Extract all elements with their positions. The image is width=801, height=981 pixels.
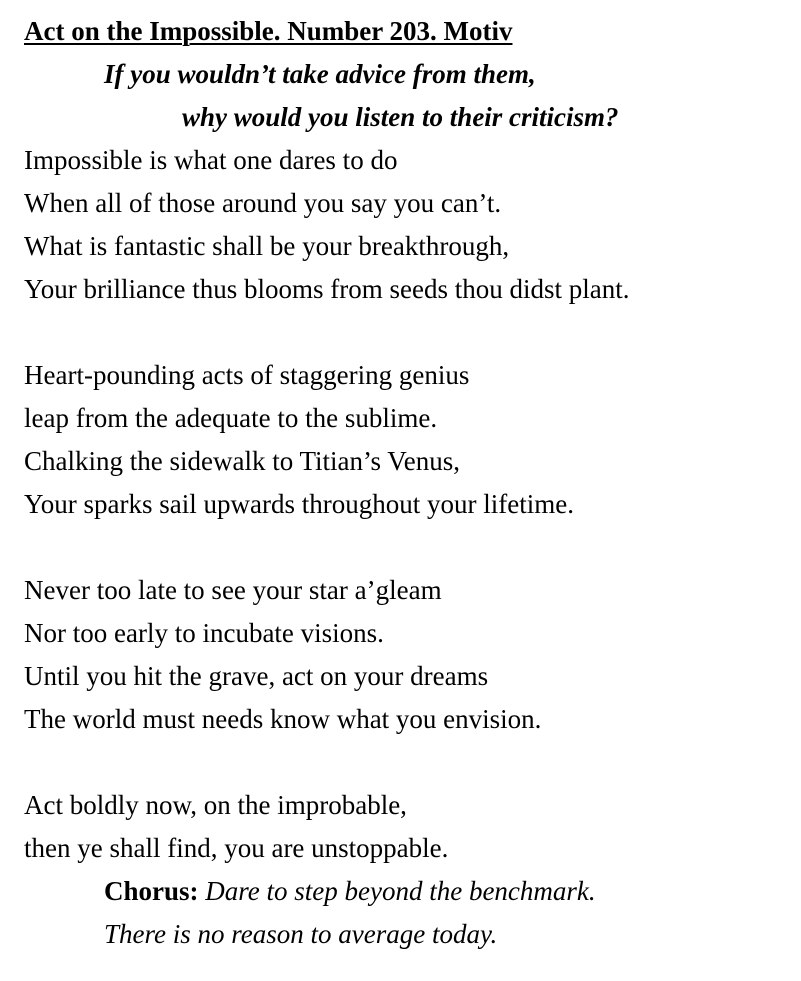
verse-line: Heart-pounding acts of staggering genius — [24, 360, 470, 390]
chorus — [24, 870, 794, 956]
epigraph-line-1: If you wouldn’t take advice from them, — [104, 59, 536, 89]
verse-line: Chalking the sidewalk to Titian’s Venus, — [24, 446, 461, 476]
stanza-1 — [24, 139, 794, 311]
poem-title: Act on the Impossible. Number 203. Motiv — [24, 16, 513, 46]
stanza-break — [24, 526, 794, 569]
verse-line: Your brilliance thus blooms from seeds thou didst plant. — [24, 274, 630, 304]
verse-line: The world must needs know what you envision. — [24, 704, 542, 734]
verse-line: leap from the adequate to the sublime. — [24, 403, 438, 433]
verse-line: Never too late to see your star a’gleam — [24, 575, 442, 605]
stanza-3 — [24, 569, 794, 741]
verse-line: Your sparks sail upwards throughout your lifetime. — [24, 489, 574, 519]
verse-line: Impossible is what one dares to do — [24, 145, 398, 175]
verse-line: Act boldly now, on the improbable, — [24, 790, 407, 820]
chorus-text: Dare to step beyond the benchmark. — [205, 876, 596, 906]
stanza-4 — [24, 784, 794, 870]
stanza-break — [24, 311, 794, 354]
chorus-line-1 — [24, 870, 794, 913]
verse-line: then ye shall find, you are unstoppable. — [24, 833, 449, 863]
chorus-label: Chorus: — [104, 876, 199, 906]
poem-document — [24, 10, 794, 956]
verse-line: Nor too early to incubate visions. — [24, 618, 384, 648]
epigraph-line-2: why would you listen to their criticism? — [182, 102, 619, 132]
verse-line: When all of those around you say you can’t. — [24, 188, 502, 218]
verse-line: Until you hit the grave, act on your dreams — [24, 661, 489, 691]
stanza-break — [24, 741, 794, 784]
stanza-2 — [24, 354, 794, 526]
verse-line: What is fantastic shall be your breakthrough, — [24, 231, 510, 261]
chorus-line-2: There is no reason to average today. — [104, 919, 498, 949]
